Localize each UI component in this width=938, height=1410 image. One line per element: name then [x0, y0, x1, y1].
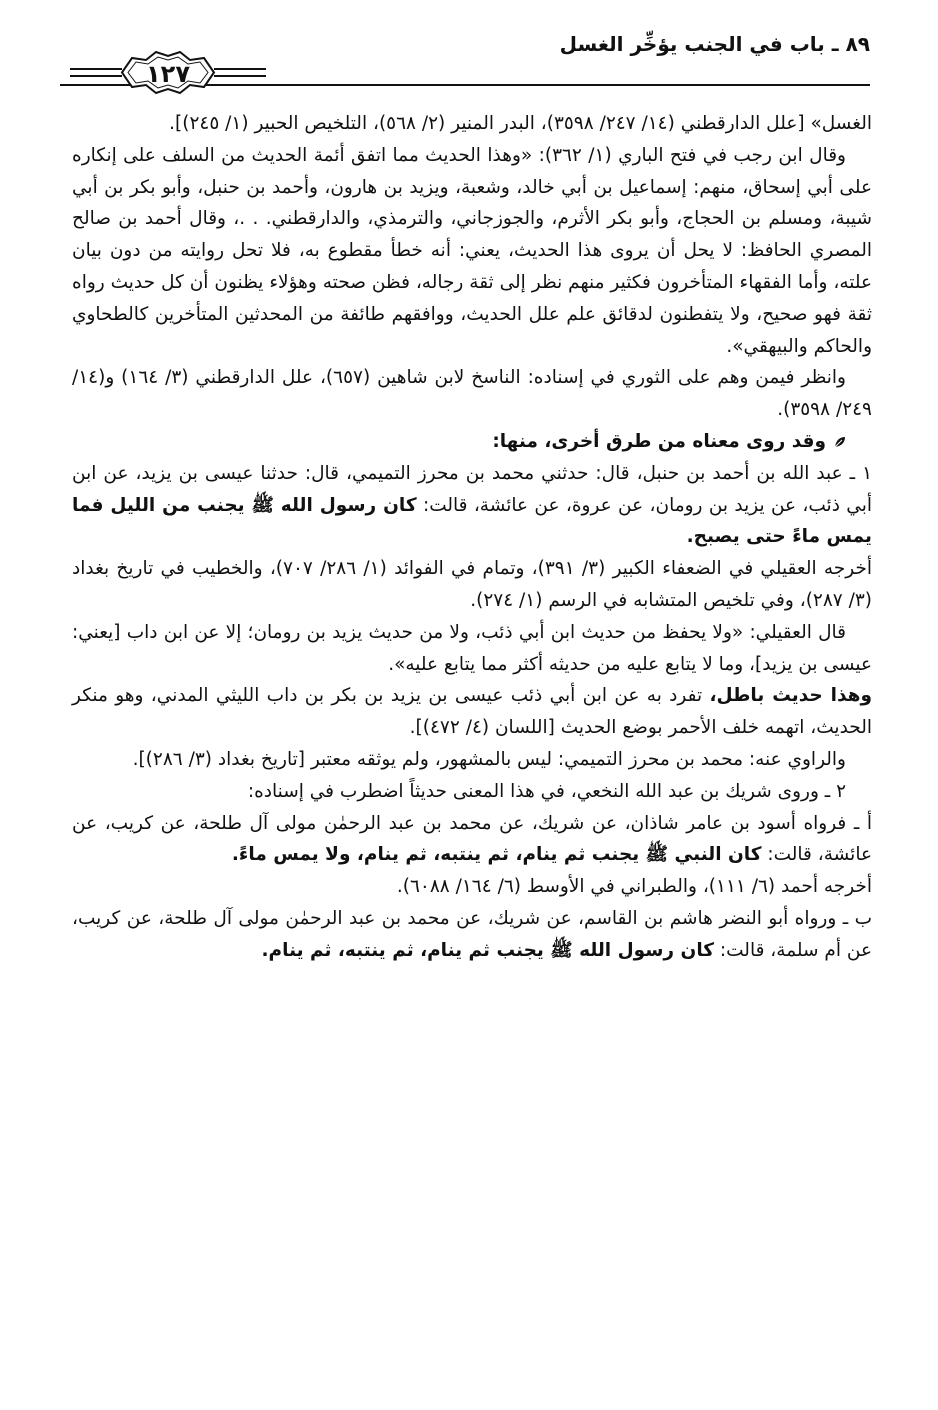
section-heading-text: وقد روى معناه من طرق أخرى، منها:	[492, 430, 826, 452]
isnad-text: أ ـ فرواه أسود بن عامر شاذان، عن شريك، عن محمد بن عبد الرحمٰن مولى آل طلحة، عن كريب، عن عائشة، قالت:	[72, 812, 872, 866]
leaf-icon	[834, 436, 846, 448]
paragraph-thawri: وانظر فيمن وهم على الثوري في إسناده: الناسخ لابن شاهين (٦٥٧)، علل الدارقطني (٣/ ١٦٤) و(١٤/ ٢٤٩/ ٣٥٩٨).	[72, 367, 872, 421]
chapter-title: ٨٩ ـ باب في الجنب يؤخِّر الغسل	[559, 32, 870, 56]
paragraph-verdict	[72, 680, 872, 744]
page-number-ornament	[70, 48, 266, 100]
paragraph-takhrij-1: أخرجه العقيلي في الضعفاء الكبير (٣/ ٣٩١)، وتمام في الفوائد (١/ ٢٨٦/ ٧٠٧)، والخطيب في تاريخ بغداد (٣/ ٢٨٧)، وفي تلخيص المتشابه في الرسم (١/ ٢٧٤).	[72, 558, 872, 611]
paragraph-variant-a	[72, 808, 872, 872]
section-heading	[72, 426, 872, 458]
isnad-text: ١ ـ عبد الله بن أحمد بن حنبل، قال: حدثني محمد بن محرز التميمي، قال: حدثنا عيسى بن يزيد، عن ابن أبي ذئب، عن يزيد بن رومان، عن عروة، عن عائشة، قالت:	[72, 462, 873, 516]
paragraph-narrator: والراوي عنه: محمد بن محرز التميمي: ليس بالمشهور، ولم يوثقه معتبر [تاريخ بغداد (٣/ ٢٨٦)].	[132, 748, 846, 770]
matn-text: كان رسول الله ﷺ يجنب ثم ينام، ثم ينتبه، ثم ينام.	[261, 939, 715, 961]
matn-text: كان رسول الله ﷺ يجنب من الليل فما يمس ماءً حتى يصبح.	[72, 494, 872, 548]
isnad-text: ب ـ ورواه أبو النضر هاشم بن القاسم، عن شريك، عن محمد بن عبد الرحمٰن مولى آل طلحة، عن كريب، عن أم سلمة، قالت:	[72, 907, 872, 961]
page-header	[60, 30, 870, 90]
paragraph-ibn-rajab: وقال ابن رجب في فتح الباري (١/ ٣٦٢): «وهذا الحديث مما اتفق أئمة الحديث من السلف على إنكاره على أبي إسحاق، منهم: إسماعيل بن أبي خالد، وشعبة، ويزيد بن هارون، وأحمد بن حنبل، وأبو بكر بن أبي شيبة، ومسلم بن الحجاج، وأبو بكر الأثرم، والجوزجاني، والترمذي، والدارقطني. . .، وقال أحمد بن صالح المصري الحافظ: لا يحل أن يروى هذا الحديث، يعني: أنه خطأ مقطوع به، فلا تحل روايته من دون بيان علته، وأما الفقهاء المتأخرون فكثير منهم نظر إلى ثقة رجاله، فظن صحته وهؤلاء يظنون أن كل حديث رواه ثقة فهو صحيح، ولا يتفطنون لدقائق علم علل الحديث، ووافقهم طائفة من المحدثين المتأخرين كالطحاوي والحاكم والبيهقي».	[72, 144, 872, 357]
page-body	[72, 108, 872, 967]
paragraph-variant-b	[72, 903, 872, 967]
paragraph-sharik: ٢ ـ وروى شريك بن عبد الله النخعي، في هذا المعنى حديثاً اضطرب في إسناده:	[247, 780, 846, 802]
paragraph-continuation: الغسل» [علل الدارقطني (١٤/ ٢٤٧/ ٣٥٩٨)، البدر المنير (٢/ ٥٦٨)، التلخيص الحبير (١/ ٢٤٥)].	[169, 113, 872, 134]
matn-text: كان النبي ﷺ يجنب ثم ينام، ثم ينتبه، ثم ينام، ولا يمس ماءً.	[231, 844, 762, 866]
verdict-detail: تفرد به عن ابن أبي ذئب عيسى بن يزيد بن بكر بن داب الليثي المدني، وهو منكر الحديث، اتهمه خلف الأحمر بوضع الحديث [اللسان (٤/ ٤٧٢)].	[72, 685, 872, 739]
paragraph-hadith-1	[72, 458, 872, 553]
page-number: ١٢٧	[146, 60, 190, 88]
paragraph-takhrij-2: أخرجه أحمد (٦/ ١١١)، والطبراني في الأوسط (٦/ ١٦٤/ ٦٠٨٨).	[396, 876, 872, 898]
paragraph-uqayli: قال العقيلي: «ولا يحفظ من حديث ابن أبي ذئب، ولا من حديث يزيد بن رومان؛ إلا عن ابن داب [يعني: عيسى بن يزيد]، وما لا يتابع عليه من حديثه أكثر مما يتابع عليه».	[72, 621, 872, 675]
verdict-text: وهذا حديث باطل،	[709, 685, 872, 707]
